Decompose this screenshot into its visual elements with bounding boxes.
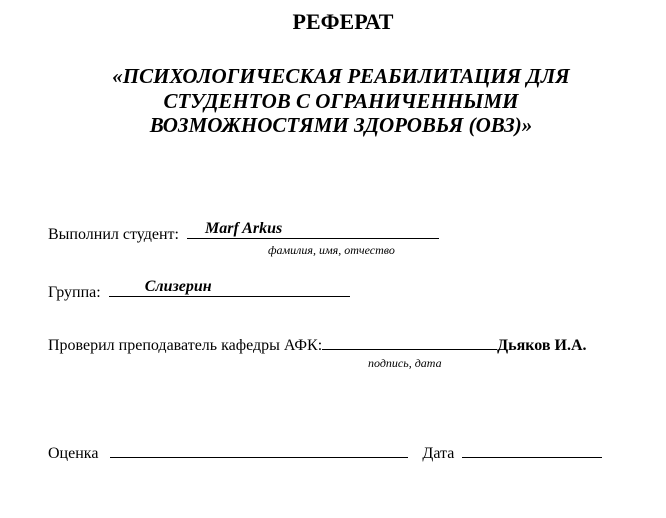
group-value: Слизерин [144,278,212,295]
group-field[interactable] [109,278,350,297]
student-name-field[interactable] [187,220,439,239]
student-row [48,220,439,244]
date-label: Дата [422,445,455,462]
teacher-hint: подпись, дата [368,356,442,370]
student-hint: фамилия, имя, отчество [268,243,395,257]
document-title: РЕФЕРАТ [292,9,394,34]
subtitle-line-3: ВОЗМОЖНОСТЯМИ ЗДОРОВЬЯ (ОВЗ)» [149,113,533,137]
grade-field[interactable] [110,443,408,458]
grade-label: Оценка [48,445,99,462]
teacher-row [48,335,587,355]
student-label: Выполнил студент: [48,226,179,243]
teacher-name: Дьяков И.А. [497,337,587,354]
document-subtitle [8,64,666,138]
group-label: Группа: [48,284,101,301]
date-field[interactable] [462,443,602,458]
teacher-signature-field[interactable] [322,335,497,350]
grade-row [48,443,602,463]
teacher-label: Проверил преподаватель кафедры АФК: [48,337,323,354]
student-name-value: Marf Arkus [204,220,283,237]
group-row [48,278,350,302]
subtitle-line-2: СТУДЕНТОВ С ОГРАНИЧЕННЫМИ [163,88,519,113]
subtitle-line-1: «ПСИХОЛОГИЧЕСКАЯ РЕАБИЛИТАЦИЯ ДЛЯ [112,64,570,88]
